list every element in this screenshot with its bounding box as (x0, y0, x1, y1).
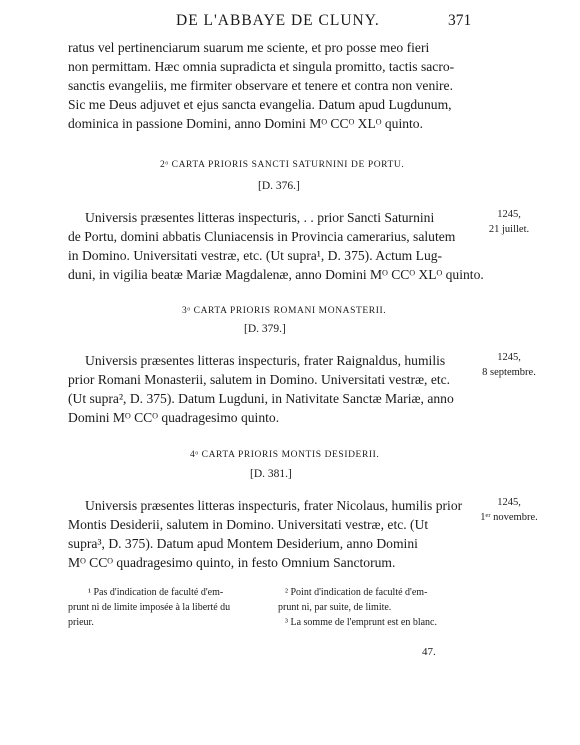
text-line: Sic me Deus adjuvet et ejus sancta evangelia. Datum apud Lugdunum, (68, 97, 452, 112)
margin-date-day: 21 juillet. (488, 224, 530, 235)
footnote-line: ² Point d'indication de faculté d'em- (285, 587, 428, 598)
section-heading: 2ᵒ CARTA PRIORIS SANCTI SATURNINI DE PORTU. (160, 160, 405, 170)
text-line: Mᴼ CCᴼ quadragesimo quinto, in festo Omnium Sanctorum. (68, 555, 396, 570)
margin-date-year: 1245, (497, 209, 521, 220)
text-line: dominica in passione Domini, anno Domini Mᴼ CCᴼ XLᴼ quinto. (68, 116, 423, 131)
text-line: Domini Mᴼ CCᴼ quadragesimo quinto. (68, 410, 280, 425)
margin-date-day: 1ᵉʳ novembre. (480, 512, 538, 523)
text-line: non permittam. Hæc omnia supradicta et singula promitto, tactis sacro- (68, 59, 455, 74)
document-reference: [D. 381.] (250, 468, 292, 480)
footnote-line: ³ La somme de l'emprunt est en blanc. (285, 617, 437, 628)
text-line: de Portu, domini abbatis Cluniacensis in Provincia camerarius, salutem (68, 229, 456, 244)
running-header: DE L'ABBAYE DE CLUNY. (176, 12, 380, 29)
printer-signature: 47. (422, 646, 436, 658)
document-reference: [D. 376.] (258, 180, 300, 192)
text-line: Universis præsentes litteras inspecturis, frater Nicolaus, humilis prior (85, 498, 463, 513)
text-line: Universis præsentes litteras inspecturis, frater Raignaldus, humilis (85, 353, 446, 368)
footnote-line: prunt ni de limite imposée à la liberté du (68, 602, 231, 613)
section-heading: 3ᵒ CARTA PRIORIS ROMANI MONASTERII. (182, 306, 387, 316)
margin-date-year: 1245, (497, 497, 521, 508)
section-heading: 4ᵒ CARTA PRIORIS MONTIS DESIDERII. (190, 450, 380, 460)
text-line: Montis Desiderii, salutem in Domino. Universitati vestræ, etc. (Ut (68, 517, 429, 532)
text-line: prior Romani Monasterii, salutem in Domino. Universitati vestræ, etc. (68, 372, 451, 387)
text-line: Universis præsentes litteras inspecturis, . . prior Sancti Saturnini (85, 210, 435, 225)
text-line: supra³, D. 375). Datum apud Montem Desiderium, anno Domini (68, 536, 418, 551)
footnote-line: ¹ Pas d'indication de faculté d'em- (88, 587, 224, 598)
text-line: in Domino. Universitati vestræ, etc. (Ut supra¹, D. 375). Actum Lug- (68, 248, 443, 263)
text-line: duni, in vigilia beatæ Mariæ Magdalenæ, anno Domini Mᴼ CCᴼ XLᴼ quinto. (68, 267, 484, 282)
footnote-line: prunt ni, par suite, de limite. (278, 602, 392, 613)
footnote-line: prieur. (68, 617, 94, 628)
margin-date-year: 1245, (497, 352, 521, 363)
text-line: ratus vel pertinenciarum suarum me sciente, et pro posse meo fieri (68, 40, 430, 55)
text-line: (Ut supra², D. 375). Datum Lugduni, in Nativitate Sanctæ Mariæ, anno (68, 391, 454, 406)
text-line: sanctis evangeliis, me firmiter observare et tenere et contra non venire. (68, 78, 453, 93)
margin-date-day: 8 septembre. (482, 367, 536, 378)
document-reference: [D. 379.] (244, 323, 286, 335)
page-number: 371 (448, 12, 472, 29)
